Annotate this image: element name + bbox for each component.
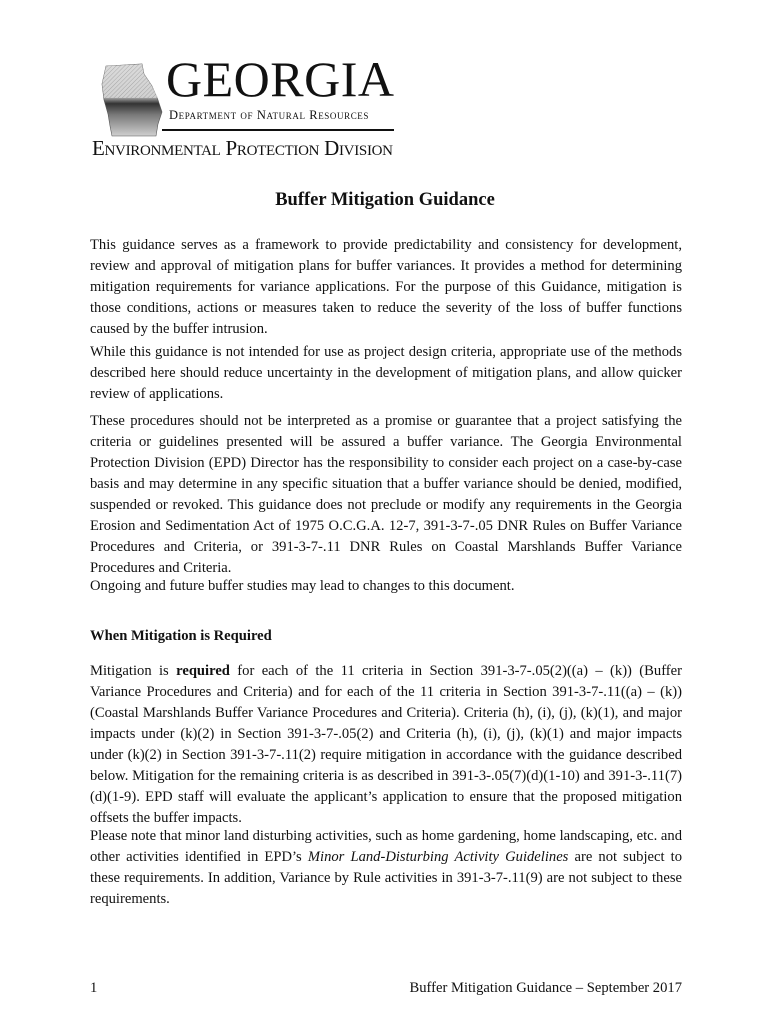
document-title: Buffer Mitigation Guidance — [275, 190, 495, 210]
paragraph-purpose: This guidance serves as a framework to provide predictability and consistency for development, review and approval of mitigation plans for buffer variances. It provides a method for determining mitigation requirements for variance applications. For the purpose of this Guidance, mitigation is those conditions, actions or measures taken to reduce the severity of the loss of buffer functions caused by the buffer intrusion. — [90, 237, 682, 337]
p5-text-start: Mitigation is — [90, 663, 177, 679]
brand-title: GEORGIA — [166, 51, 395, 107]
paragraph-mitigation-required — [90, 661, 682, 829]
p6-text-start: Please note that minor land disturbing activities, such as home gardening, home landscaping, etc. and other activities identified in EPD’s — [90, 828, 682, 865]
georgia-state-map-icon — [92, 60, 164, 138]
p6-text-end: are not subject to these requirements. In addition, Variance by Rule activities in 391-3-7-.11(9) are not subject to these requirements. — [90, 849, 682, 907]
paragraph-design-criteria: While this guidance is not intended for use as project design criteria, appropriate use of the methods described here should reduce uncertainty in the development of mitigation plans, and allow quicker review of applications. — [90, 344, 682, 402]
division-name: Environmental Protection Division — [92, 136, 393, 160]
section-heading: When Mitigation is Required — [90, 628, 272, 644]
brand-subtitle: Department of Natural Resources — [169, 108, 370, 122]
paragraph-minor-activities — [90, 826, 682, 910]
footer-running-title: Buffer Mitigation Guidance – September 2017 — [409, 980, 682, 996]
paragraph-no-guarantee: These procedures should not be interpreted as a promise or guarantee that a project satisfying the criteria or guidelines presented will be assured a buffer variance. The Georgia Environmental Protection Division (EPD) Director has the responsibility to consider each project on a case-by-case basis and may determine in any specific situation that a buffer variance should be denied, modified, suspended or revoked. This guidance does not preclude or modify any requirements in the Georgia Erosion and Sedimentation Act of 1975 O.C.G.A. 12-7, 391-3-7-.05 DNR Rules on Buffer Variance Procedures and Criteria, or 391-3-7-.11 DNR Rules on Coastal Marshlands Buffer Variance Procedures and Criteria. — [90, 413, 682, 576]
p6-guidelines-title: Minor Land-Disturbing Activity Guidelines — [307, 849, 569, 865]
brand-divider — [162, 129, 394, 131]
letterhead — [92, 52, 402, 162]
page-number: 1 — [90, 980, 98, 996]
paragraph-future-studies: Ongoing and future buffer studies may lead to changes to this document. — [90, 578, 515, 594]
p5-text-end: for each of the 11 criteria in Section 391-3-7-.05(2)((a) – (k)) (Buffer Variance Procedures and Criteria) and for each of the 11 criteria in Section 391-3-7-.11((a) – (k)) (Coastal Marshlands Buffer Variance Procedures and Criteria). Criteria (h), (i), (j), (k)(1), and major impacts under (k)(2) in Section 391-3-7-.05(2) and Criteria (h), (i), (j), (k)(1) and major impacts under (k)(2) in Section 391-3-7-.11(2) require mitigation in accordance with the guidance described below. Mitigation for the remaining criteria is as described in 391-3-.05(7)(d)(1-10) and 391-3-.11(7)(d)(1-9). EPD staff will evaluate the applicant’s application to ensure that the proposed mitigation offsets the buffer impacts. — [90, 663, 682, 826]
p5-emphasis: required — [176, 663, 230, 679]
